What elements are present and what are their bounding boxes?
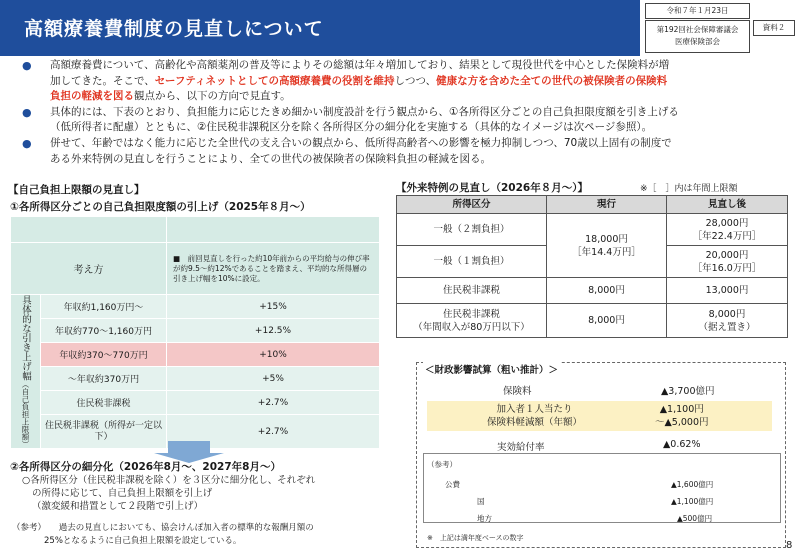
text-span: 観点から、以下の方向で見直す。 xyxy=(134,90,291,103)
row-value: +15% xyxy=(167,295,380,319)
new-value: 13,000円 xyxy=(667,278,788,304)
subsection-2-title: ②各所得区分の細分化（2026年8月～、2027年8月～） xyxy=(10,461,281,473)
page-title: 高額療養費制度の見直しについて xyxy=(24,18,324,40)
highlight-text: 健康な方を含めた全ての世代の被保険者の保険料 xyxy=(436,74,668,87)
text-line: （低所得者に配慮）とともに、②住民税非課税区分を除く各所得区分の細分化を実施する（具体的なイメージは次ページ参照）。 xyxy=(50,121,653,134)
benefit-rate-label: 実効給付率 xyxy=(497,442,545,453)
bullet-icon: ● xyxy=(22,59,32,72)
row-label: 年収約370～770万円 xyxy=(41,343,167,367)
text-line: （激変緩和措置として２段階で引上げ） xyxy=(32,501,204,512)
per-person-label xyxy=(487,403,582,429)
page-number: 8 xyxy=(786,540,793,551)
current-value: 8,000円 xyxy=(547,278,667,304)
annual-note: ※［ ］内は年間上限額 xyxy=(640,184,738,194)
highlight-text: 負担の軽減を図る xyxy=(50,90,134,103)
vertical-label xyxy=(11,295,41,449)
meeting-line-1: 第192回社会保障審議会 xyxy=(656,25,739,34)
bullet-icon: ● xyxy=(22,105,32,119)
shared-current xyxy=(547,214,667,278)
bullet-3 xyxy=(22,136,792,167)
document-meta xyxy=(645,3,797,53)
current-annual: ［年14.4万円］ xyxy=(572,246,641,258)
footnote: ※ 上記は満年度ベースの数字 xyxy=(427,534,524,542)
limit-increase-table xyxy=(10,216,380,449)
text-span: 過去の見直しにおいても、協会けんぽ加入者の標準的な報酬月額の xyxy=(58,523,314,533)
new-note: （据え置き） xyxy=(698,321,756,333)
new-value: 8,000円 xyxy=(708,308,746,320)
row-value: +12.5% xyxy=(167,319,380,343)
local-label: 地方 xyxy=(477,514,492,523)
reference-label: （参考） xyxy=(12,523,42,533)
label-line: 加入者１人当たり xyxy=(496,404,573,415)
current-value: 8,000円 xyxy=(547,304,667,338)
vertical-label-main: 具体的な引き上げ幅 xyxy=(20,295,31,381)
row-value: +5% xyxy=(167,367,380,391)
document-number: 資料２ xyxy=(753,20,795,36)
left-section-title: 【自己負担上限額の見直し】 xyxy=(8,184,145,196)
row-label: 年収約1,160万円～ xyxy=(41,295,167,319)
meeting-line-2: 医療保険部会 xyxy=(675,37,720,46)
new-value: 28,000円 xyxy=(705,217,749,229)
subsection-1-title: ①各所得区分ごとの自己負担限度額の引上げ（2025年８月～） xyxy=(10,201,311,213)
per-person-highlight xyxy=(427,401,772,431)
text-line: 併せて、年齢ではなく能力に応じた全世代の支え合いの観点から、低所得高齢者への影響を極力抑制しつつ、70歳以上固有の制度で xyxy=(50,136,672,149)
national-label: 国 xyxy=(477,497,485,506)
text-line: 具体的には、下表のとおり、負担能力に応じたきめ細かい制度設計を行う観点から、①各所得区分ごとの自己負担限度額を引き上げる xyxy=(50,105,679,118)
meeting-name xyxy=(645,20,750,53)
bullet-2 xyxy=(22,105,792,136)
intro-text xyxy=(22,58,792,167)
value-line: ～▲5,000円 xyxy=(655,417,709,428)
row-label: 一般（２割負担） xyxy=(397,214,547,246)
row-label: 住民税非課税 xyxy=(397,278,547,304)
public-label: 公費 xyxy=(445,480,460,489)
text-line: の所得に応じて、自己負担上限額を引上げ xyxy=(32,488,213,499)
table-spacer xyxy=(167,217,380,243)
label-line: （年間収入が80万円以下） xyxy=(413,321,530,333)
financial-title: ＜財政影響試算（粗い推計）＞ xyxy=(423,361,560,377)
public-value: ▲1,600億円 xyxy=(671,480,714,489)
row-value: +2.7% xyxy=(167,415,380,449)
bullet-icon: ● xyxy=(22,136,32,150)
table-spacer xyxy=(11,217,167,243)
right-section-title: 【外来特例の見直し（2026年８月～）】 xyxy=(396,182,588,194)
new-cell xyxy=(667,304,788,338)
col-header: 所得区分 xyxy=(397,196,547,214)
concept-note: ■ 前回見直しを行った約10年前からの平均給与の伸び率が約9.5～約12%であることを踏まえ、平均的な所得層の引き上げ幅を10%に設定。 xyxy=(167,243,380,295)
highlight-text: セーフティネットとしての高額療養費の役割を維持 xyxy=(154,74,395,87)
row-label: ～年収約370万円 xyxy=(41,367,167,391)
new-cell xyxy=(667,214,788,246)
col-header: 見直し後 xyxy=(667,196,788,214)
text-span: 加してきた。そこで、 xyxy=(50,74,155,87)
row-label: 一般（１割負担） xyxy=(397,246,547,278)
text-line: 25%となるように自己負担上限額を設定している。 xyxy=(44,536,242,546)
title-bar xyxy=(0,0,640,56)
text-span: しつつ、 xyxy=(394,74,437,87)
premium-label: 保険料 xyxy=(503,386,532,397)
down-arrow-icon xyxy=(168,441,210,453)
text-line: 高額療養費について、高齢化や高額薬剤の普及等によりその総額は年々増加しており、結果として現役世代を中心とした保険料が増 xyxy=(50,59,670,71)
text-line: ○各所得区分（住民税非課税を除く）を３区分に細分化し、それぞれ xyxy=(22,475,316,486)
national-value: ▲1,100億円 xyxy=(671,497,714,506)
row-value: +2.7% xyxy=(167,391,380,415)
text-line: ある外来特例の見直しを行うことにより、全ての世代の被保険者の保険料負担の軽減を図る。 xyxy=(50,152,491,165)
per-person-value xyxy=(655,403,709,429)
label-line: 住民税非課税 xyxy=(442,308,500,320)
subsection-2-text xyxy=(22,474,315,513)
bullet-1 xyxy=(22,58,792,105)
current-value: 18,000円 xyxy=(585,233,628,245)
reference-note xyxy=(12,522,314,548)
ref-label: （参考） xyxy=(427,460,457,469)
concept-label: 考え方 xyxy=(11,243,167,295)
premium-value: ▲3,700億円 xyxy=(661,386,715,397)
new-annual: ［年16.0万円］ xyxy=(692,262,762,274)
new-annual: ［年22.4万円］ xyxy=(692,230,762,242)
document-date: 令和７年１月23日 xyxy=(645,3,750,19)
outpatient-table xyxy=(396,195,788,338)
row-label: 住民税非課税（所得が一定以下） xyxy=(41,415,167,449)
row-value: +10% xyxy=(167,343,380,367)
value-line: ▲1,100円 xyxy=(659,404,704,415)
row-label: 住民税非課税 xyxy=(41,391,167,415)
vertical-label-sub: （自己負担上限額） xyxy=(21,380,30,448)
benefit-rate-value: ▲0.62% xyxy=(663,439,701,450)
new-cell xyxy=(667,246,788,278)
col-header: 現行 xyxy=(547,196,667,214)
label-line: 保険料軽減額（年額） xyxy=(487,417,583,428)
row-label xyxy=(397,304,547,338)
row-label: 年収約770～1,160万円 xyxy=(41,319,167,343)
financial-impact-box xyxy=(416,362,786,548)
new-value: 20,000円 xyxy=(705,249,749,261)
local-value: ▲500億円 xyxy=(677,514,713,523)
